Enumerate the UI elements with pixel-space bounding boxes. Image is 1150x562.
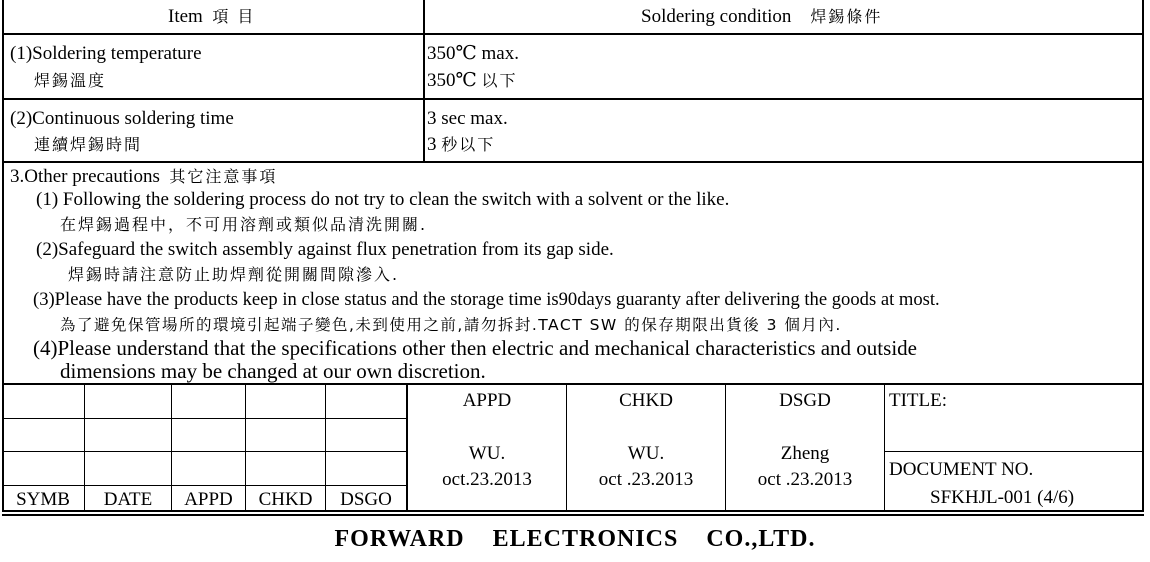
rev-header-symb: SYMB [16, 489, 70, 510]
title-block-divider [885, 451, 1144, 452]
approval-chkd-name: WU. [627, 443, 665, 464]
approval-dsgd-name: Zheng [780, 443, 830, 464]
approval-dsgd-date: oct .23.2013 [757, 469, 853, 490]
precaution-3-en: (3)Please have the products keep in close status and the storage time is90days guaranty after delivering the goods at most. [33, 289, 940, 310]
document-no-label: DOCUMENT NO. [889, 459, 1034, 480]
precaution-2-en: (2)Safeguard the switch assembly against flux penetration from its gap side. [36, 239, 614, 260]
header-rule [2, 33, 1144, 35]
rev-header-dsgo: DSGO [340, 489, 392, 510]
approval-appd-date: oct.23.2013 [442, 469, 532, 490]
rev-header-date: DATE [103, 489, 153, 510]
approval-divider-3 [884, 384, 885, 512]
approval-dsgd-label: DSGD [779, 390, 831, 411]
precautions-heading: 3.Other precautions 其它注意事項 [10, 166, 278, 187]
precaution-4-en: (4)Please understand that the specifications other then electric and mechanical characteristics and outside [33, 336, 917, 360]
rev-grid-line-2 [2, 451, 407, 452]
row2-item-en: (2)Continuous soldering time [10, 108, 234, 129]
frame-bottom-rule [2, 514, 1144, 516]
row2-item-cjk: 連續焊錫時間 [34, 135, 143, 154]
row1-item-en: (1)Soldering temperature [10, 43, 202, 64]
precautions-rule [2, 383, 1144, 385]
rev-grid-line-3 [2, 485, 407, 486]
table-divider [423, 0, 425, 162]
rev-grid-line-1 [2, 418, 407, 419]
row1-item-cjk: 焊錫溫度 [34, 71, 107, 90]
row2-rule [2, 161, 1144, 163]
row1-cond-cjk: 350℃ 以下 [427, 70, 518, 91]
approval-appd-label: APPD [462, 390, 512, 411]
title-label: TITLE: [889, 390, 948, 411]
row2-cond-en: 3 sec max. [427, 108, 508, 129]
precaution-2-cjk: 焊錫時請注意防止助焊劑從開關間隙滲入. [68, 265, 400, 284]
approval-chkd-label: CHKD [619, 390, 673, 411]
company-name: FORWARD ELECTRONICS CO.,LTD. [334, 526, 816, 552]
approval-appd-name: WU. [468, 443, 506, 464]
precaution-1-en: (1) Following the soldering process do not try to clean the switch with a solvent or the like. [36, 189, 730, 210]
row2-cond-cjk: 3 秒以下 [427, 134, 496, 155]
row1-cond-en: 350℃ max. [427, 43, 519, 64]
row1-rule [2, 98, 1144, 100]
precaution-4-en-cont: dimensions may be changed at our own discretion. [60, 359, 486, 383]
approval-chkd-date: oct .23.2013 [598, 469, 694, 490]
precaution-3-cjk: 為了避免保管場所的環境引起端子變色,未到使用之前,請勿拆封.TACT SW 的保存期限出貨後 3 個月內. [60, 316, 842, 334]
precaution-1-cjk: 在焊錫過程中，不可用溶劑或類似品清洗開關. [60, 215, 428, 234]
document-no-value: SFKHJL-001 (4/6) [930, 487, 1075, 508]
item-header: Item 項 目 [168, 6, 256, 27]
rev-header-appd: APPD [184, 489, 233, 510]
rev-header-chkd: CHKD [258, 489, 313, 510]
condition-header: Soldering condition 焊錫條件 [641, 6, 883, 27]
